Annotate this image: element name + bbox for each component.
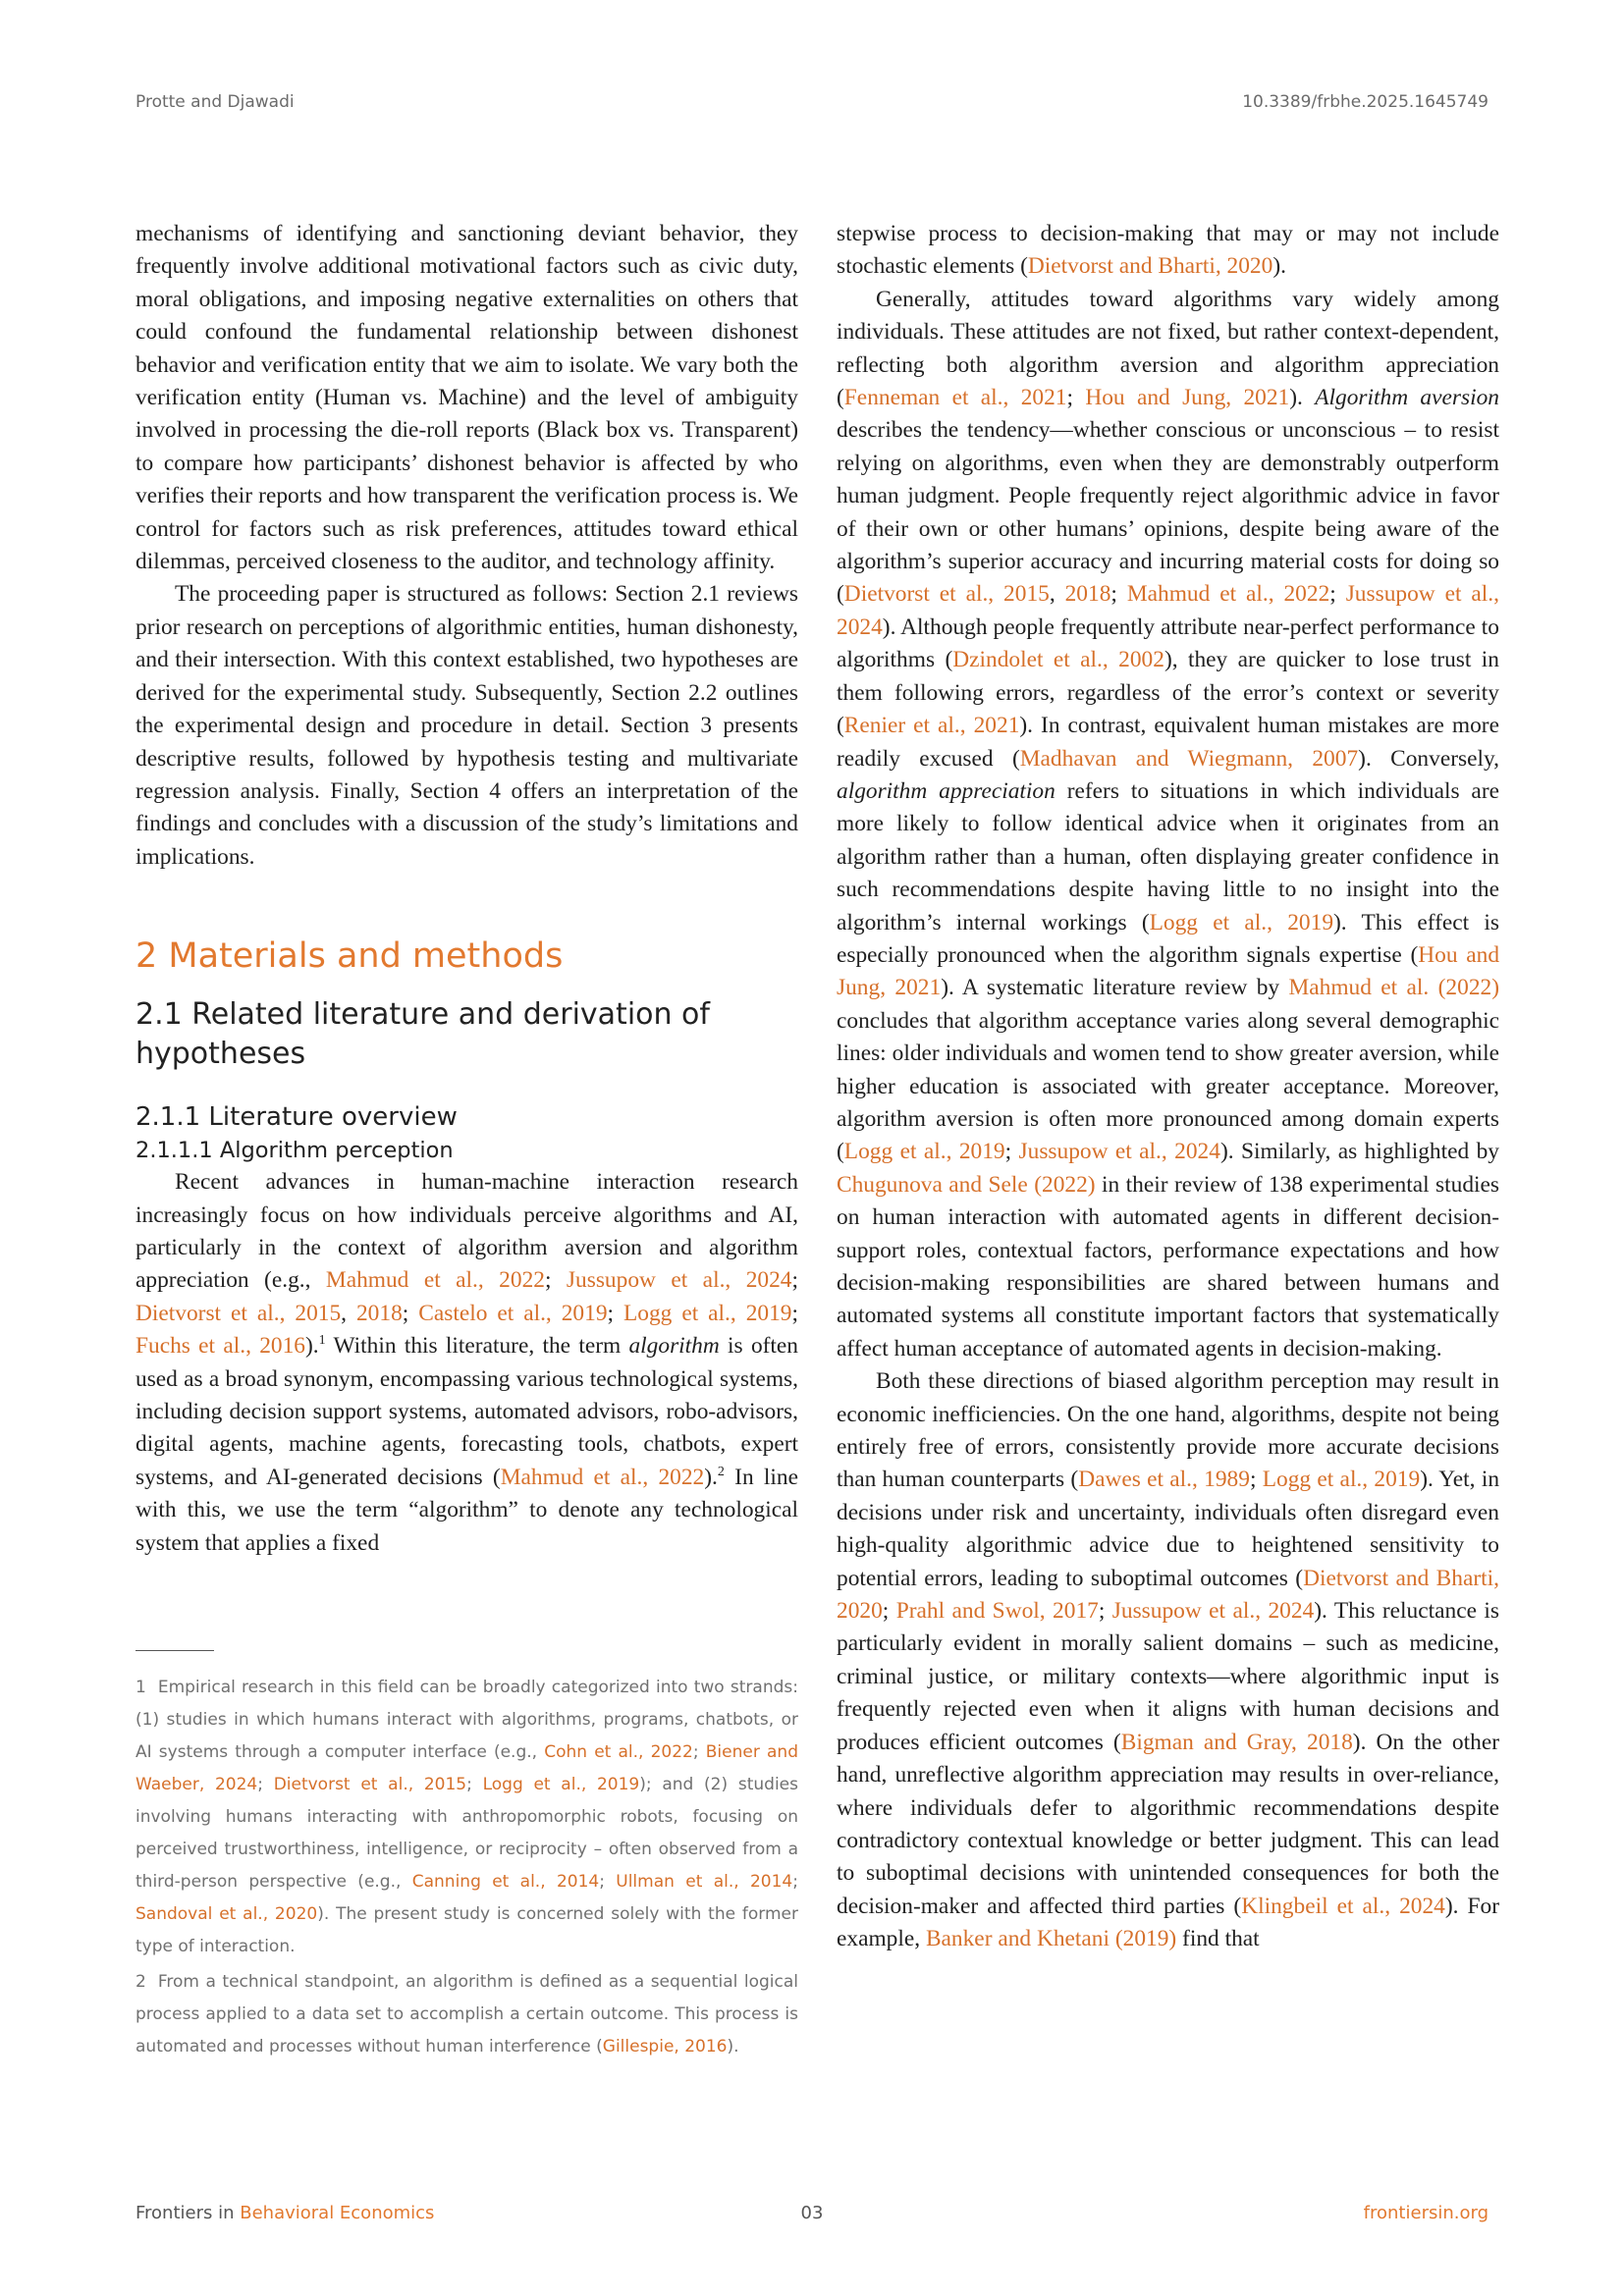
citation-link[interactable]: Banker and Khetani (2019) [925, 1926, 1177, 1952]
footnotes [135, 1672, 798, 2066]
running-header-authors: Protte and Djawadi [135, 92, 295, 112]
citation-link[interactable]: Ullman et al., 2014 [616, 1872, 793, 1892]
footnote-marker[interactable]: 2 [717, 1464, 725, 1479]
citation-link[interactable]: Hou and Jung, 2021 [1085, 385, 1290, 411]
citation-link[interactable]: Logg et al., 2019 [482, 1775, 640, 1794]
citation-link[interactable]: Jussupow et al., 2024 [1111, 1598, 1315, 1625]
citation-link[interactable]: Logg et al., 2019 [1262, 1467, 1421, 1493]
paragraph: stepwise process to decision-making that may or may not include stochastic elements (Dietvorst and Bharti, 2020). [837, 221, 1499, 280]
citation-link[interactable]: Biener and Waeber, 2024 [135, 1742, 798, 1794]
citation-link[interactable]: Fuchs et al., 2016 [135, 1333, 305, 1360]
subsection-heading: 2.1 Related literature and derivation of hypotheses [135, 997, 710, 1072]
citation-link[interactable]: Dawes et al., 1989 [1078, 1467, 1250, 1493]
citation-link[interactable]: Chugunova and Sele (2022) [837, 1171, 1096, 1198]
citation-link[interactable]: Cohn et al., 2022 [544, 1742, 693, 1762]
paragraph: Both these directions of biased algorithm perception may result in economic inefficiencies. On the one hand, algorithms, despite not being entirely free of errors, consistently provide more accurate decisions than human counterparts (Dawes et al., 1989; Logg et al., 2019). Yet, in decisions under risk and uncertainty, individuals often disregard even high-quality algorithmic advice due to heightened sensitivity to potential errors, leading to suboptimal outcomes (Dietvorst and Bharti, 2020; Prahl and Swol, 2017; Jussupow et al., 2024). This reluctance is particularly evident in morally salient domains – such as medicine, criminal justice, or military contexts—where algorithmic input is frequently rejected even when it aligns with human decisions and produces efficient outcomes (Bigman and Gray, 2018). On the other hand, unreflective algorithm appreciation may results in over-reliance, where individuals defer to algorithmic recommendations despite contradictory contextual knowledge or better judgment. This can lead to suboptimal decisions with unintended consequences for both the decision-maker and affected third parties (Klingbeil et al., 2024). For example, Banker and Khetani (2019) find that [837, 1368, 1500, 1952]
citation-link[interactable]: Gillespie, 2016 [602, 2037, 728, 2056]
paragraph: Generally, attitudes toward algorithms vary widely among individuals. These attitudes are not fixed, but rather context-dependent, reflecting both algorithm aversion and algorithm appreciation (Fenneman et al., 2021; Hou and Jung, 2021). Algorithm aversion describes the tendency—whether conscious or unconscious – to resist relying on algorithms, even when they are demonstrably outperform human judgment. People frequently reject algorithmic advice in favor of their own or other humans’ opinions, despite being aware of the algorithm’s superior accuracy and incurring material costs for doing so (Dietvorst et al., 2015, 2018; Mahmud et al., 2022; Jussupow et al., 2024). Although people frequently attribute near-perfect performance to algorithms (Dzindolet et al., 2002), they are quicker to lose trust in them following errors, regardless of the error’s context or severity (Renier et al., 2021). In contrast, equivalent human mistakes are more readily excused (Madhavan and Wiegmann, 2007). Conversely, algorithm appreciation refers to situations in which individuals are more likely to follow identical advice when it originates from an algorithm rather than a human, often displaying greater confidence in such recommendations despite having little to no insight into the algorithm’s internal workings (Logg et al., 2019). This effect is especially pronounced when the algorithm signals expertise (Hou and Jung, 2021). A systematic literature review by Mahmud et al. (2022) concludes that algorithm acceptance varies along several demographic lines: older individuals and women tend to show greater aversion, while higher education is associated with greater acceptance. Moreover, algorithm aversion is often more pronounced among domain experts (Logg et al., 2019; Jussupow et al., 2024). Similarly, as highlighted by Chugunova and Sele (2022) in their review of 138 experimental studies on human interaction with automated agents in different decision-support roles, contextual factors, performance expectations and how decision-making responsibilities are shared between humans and automated systems all constitute important factors that systematically affect human acceptance of automated agents in decision-making. [837, 286, 1500, 1362]
citation-link[interactable]: Mahmud et al., 2022 [325, 1267, 545, 1294]
running-header-doi: 10.3389/frbhe.2025.1645749 [1242, 92, 1489, 112]
citation-link[interactable]: 2018 [1064, 581, 1111, 608]
citation-link[interactable]: Jussupow et al., 2024 [1018, 1139, 1220, 1165]
citation-link[interactable]: Prahl and Swol, 2017 [895, 1598, 1099, 1625]
page-number: 03 [800, 2203, 824, 2223]
citation-link[interactable]: Mahmud et al., 2022 [1126, 581, 1330, 608]
paragraph-heading: 2.1.1.1 Algorithm perception [135, 1138, 454, 1164]
citation-link[interactable]: Renier et al., 2021 [843, 713, 1020, 739]
citation-link[interactable]: Dietvorst et al., 2015 [135, 1300, 342, 1326]
paragraph: mechanisms of identifying and sanctioning deviant behavior, they frequently involve additional motivational factors such as civic duty, moral obligations, and imposing negative externalities on others that could confound the fundamental relationship between dishonest behavior and verification entity that we aim to isolate. We vary both the verification entity (Human vs. Machine) and the level of ambiguity involved in processing the die-roll reports (Black box vs. Transparent) to compare how participants’ dishonest behavior is affected by who verifies their reports and how transparent the verification process is. We control for factors such as risk preferences, attitudes toward ethical dilemmas, perceived closeness to the auditor, and technology affinity. [135, 221, 798, 575]
citation-link[interactable]: Dzindolet et al., 2002 [952, 647, 1164, 673]
section-heading: 2 Materials and methods [135, 936, 564, 977]
citation-link[interactable]: Jussupow et al., 2024 [566, 1267, 792, 1294]
citation-link[interactable]: Dietvorst et al., 2015 [843, 581, 1050, 608]
citation-link[interactable]: 2018 [355, 1300, 403, 1326]
citation-link[interactable]: Sandoval et al., 2020 [135, 1904, 318, 1924]
citation-link[interactable]: Hou and Jung, 2021 [837, 941, 1500, 1001]
citation-link[interactable]: Mahmud et al. (2022) [1288, 975, 1499, 1001]
paragraph: Recent advances in human-machine interaction research increasingly focus on how individuals perceive algorithms and AI, particularly in the context of algorithm aversion and algorithm appreciation (e.g., Mahmud et al., 2022; Jussupow et al., 2024; Dietvorst et al., 2015, 2018; Castelo et al., 2019; Logg et al., 2019; Fuchs et al., 2016).$^1$ Within this literature, the term algorithm is often used as a broad synonym, encompassing various technological systems, including decision support systems, automated advisors, robo-advisors, digital agents, machine agents, forecasting tools, chatbots, expert systems, and AI-generated decisions (Mahmud et al., 2022).$^2$ In line with this, we use the term “algorithm” to denote any technological system that applies a fixed [135, 1169, 799, 1556]
citation-link[interactable]: Dietvorst et al., 2015 [273, 1775, 467, 1794]
footnote-divider [135, 1650, 214, 1651]
citation-link[interactable]: Mahmud et al., 2022 [500, 1464, 705, 1490]
citation-link[interactable]: Madhavan and Wiegmann, 2007 [1019, 745, 1359, 772]
site-link[interactable]: frontiersin.org [1363, 2203, 1489, 2223]
citation-link[interactable]: Bigman and Gray, 2018 [1120, 1729, 1353, 1755]
footnote-marker[interactable]: 1 [318, 1333, 326, 1349]
subsubsection-heading: 2.1.1 Literature overview [135, 1102, 458, 1133]
footnote: 1 Empirical research in this field can be broadly categorized into two strands: (1) studies in which humans interact with algorithms, programs, chatbots, or AI systems through a computer interface (e.g., Cohn et al., 2022; Biener and Waeber, 2024; Dietvorst et al., 2015; Logg et al., 2019); and (2) studies involving humans interacting with anthropomorphic robots, focusing on perceived trustworthiness, intelligence, or reciprocity – often observed from a third-person perspective (e.g., Canning et al., 2014; Ullman et al., 2014; Sandoval et al., 2020). The present study is concerned solely with the former type of interaction. [135, 1678, 798, 1956]
citation-link[interactable]: Logg et al., 2019 [843, 1139, 1005, 1165]
left-column [135, 218, 798, 1560]
citation-link[interactable]: Logg et al., 2019 [1149, 909, 1334, 935]
journal-name[interactable]: Behavioral Economics [240, 2203, 435, 2223]
right-column [837, 218, 1499, 1956]
footer-journal: Frontiers in Behavioral Economics [135, 2203, 435, 2223]
citation-link[interactable]: Dietvorst and Bharti, 2020 [837, 1565, 1499, 1625]
citation-link[interactable]: Logg et al., 2019 [623, 1300, 792, 1326]
citation-link[interactable]: Dietvorst and Bharti, 2020 [1027, 253, 1273, 280]
citation-link[interactable]: Klingbeil et al., 2024 [1241, 1893, 1445, 1919]
footnote: 2 From a technical standpoint, an algorithm is defined as a sequential logical process applied to a data set to accomplish a certain outcome. This process is automated and processes without human interference (Gillespie, 2016). [135, 1972, 798, 2056]
citation-link[interactable]: Fenneman et al., 2021 [843, 385, 1067, 411]
citation-link[interactable]: Castelo et al., 2019 [418, 1300, 608, 1326]
citation-link[interactable]: Canning et al., 2014 [411, 1872, 600, 1892]
citation-link[interactable]: Jussupow et al., 2024 [837, 581, 1499, 640]
paragraph: The proceeding paper is structured as follows: Section 2.1 reviews prior research on perceptions of algorithmic entities, human dishonesty, and their intersection. With this context established, two hypotheses are derived for the experimental study. Subsequently, Section 2.2 outlines the experimental design and procedure in detail. Section 3 presents descriptive results, followed by hypothesis testing and multivariate regression analysis. Finally, Section 4 offers an interpretation of the findings and concludes with a discussion of the study’s limitations and implications. [135, 581, 798, 870]
